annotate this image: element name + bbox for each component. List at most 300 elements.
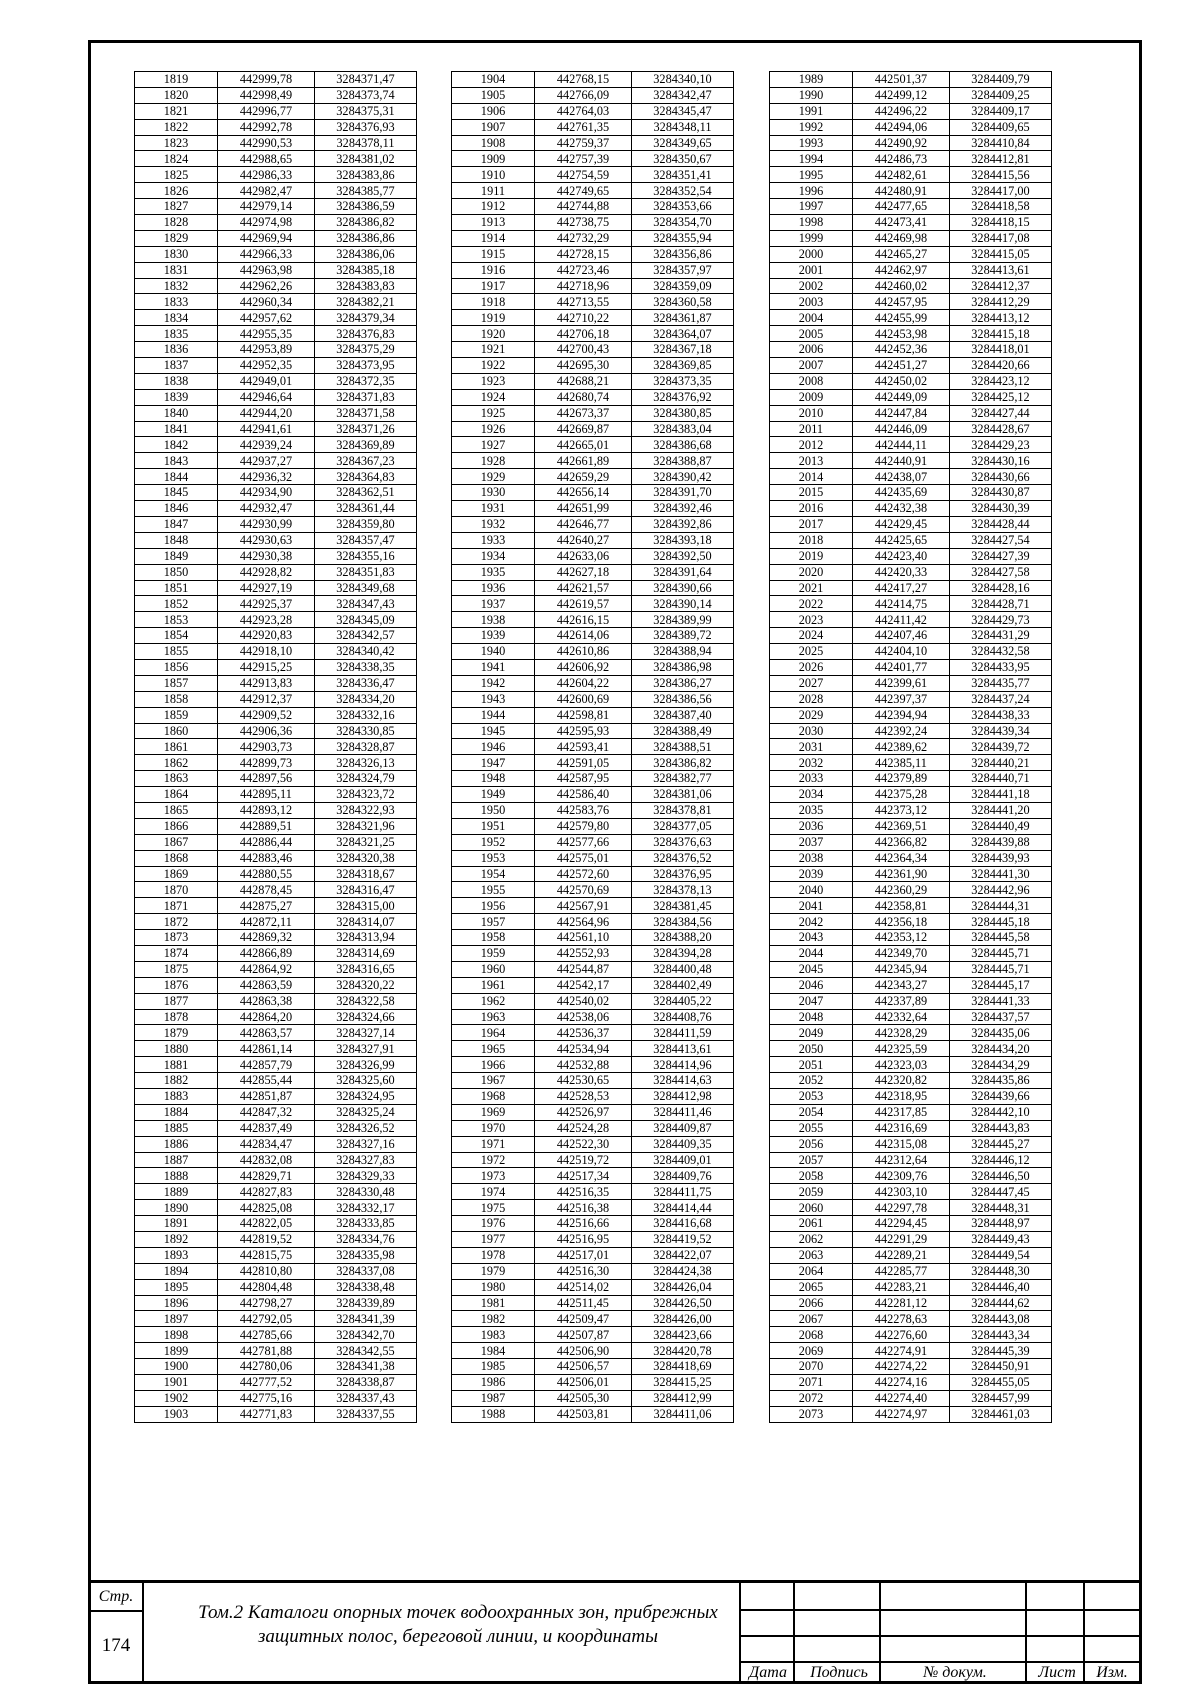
x-coordinate: 442822,05: [218, 1216, 315, 1232]
point-number: 1877: [135, 993, 218, 1009]
y-coordinate: 3284415,25: [632, 1375, 734, 1391]
y-coordinate: 3284336,47: [315, 675, 417, 691]
table-row: [770, 1200, 1052, 1216]
y-coordinate: 3284386,82: [315, 215, 417, 231]
table-row: [770, 501, 1052, 517]
table-row: [770, 135, 1052, 151]
y-coordinate: 3284351,83: [315, 564, 417, 580]
table-row: [452, 834, 734, 850]
x-coordinate: 442815,75: [218, 1247, 315, 1263]
table-row: [135, 1390, 417, 1406]
y-coordinate: 3284376,63: [632, 834, 734, 850]
point-number: 1938: [452, 612, 535, 628]
point-number: 1968: [452, 1089, 535, 1105]
y-coordinate: 3284412,98: [632, 1089, 734, 1105]
y-coordinate: 3284443,83: [950, 1120, 1052, 1136]
y-coordinate: 3284437,24: [950, 691, 1052, 707]
y-coordinate: 3284324,79: [315, 771, 417, 787]
y-coordinate: 3284359,09: [632, 278, 734, 294]
table-row: [770, 1311, 1052, 1327]
table-row: [135, 993, 417, 1009]
y-coordinate: 3284388,20: [632, 930, 734, 946]
y-coordinate: 3284325,60: [315, 1073, 417, 1089]
y-coordinate: 3284359,80: [315, 516, 417, 532]
table-row: [770, 373, 1052, 389]
x-coordinate: 442591,05: [535, 755, 632, 771]
table-row: [452, 1216, 734, 1232]
table-row: [135, 802, 417, 818]
x-coordinate: 442501,37: [853, 72, 950, 88]
table-row: [135, 866, 417, 882]
y-coordinate: 3284422,07: [632, 1247, 734, 1263]
x-coordinate: 442819,52: [218, 1232, 315, 1248]
point-number: 1988: [452, 1406, 535, 1422]
y-coordinate: 3284415,56: [950, 167, 1052, 183]
point-number: 1907: [452, 119, 535, 135]
point-number: 1917: [452, 278, 535, 294]
point-number: 1901: [135, 1375, 218, 1391]
y-coordinate: 3284327,16: [315, 1136, 417, 1152]
table-row: [452, 469, 734, 485]
point-number: 1928: [452, 453, 535, 469]
y-coordinate: 3284342,70: [315, 1327, 417, 1343]
point-number: 1911: [452, 183, 535, 199]
y-coordinate: 3284381,02: [315, 151, 417, 167]
y-coordinate: 3284443,34: [950, 1327, 1052, 1343]
point-number: 1853: [135, 612, 218, 628]
y-coordinate: 3284323,72: [315, 787, 417, 803]
x-coordinate: 442930,99: [218, 516, 315, 532]
table-row: [770, 802, 1052, 818]
x-coordinate: 442962,26: [218, 278, 315, 294]
table-row: [135, 850, 417, 866]
y-coordinate: 3284412,99: [632, 1390, 734, 1406]
x-coordinate: 442509,47: [535, 1311, 632, 1327]
point-number: 1976: [452, 1216, 535, 1232]
y-coordinate: 3284349,68: [315, 580, 417, 596]
point-number: 1955: [452, 882, 535, 898]
table-row: [770, 548, 1052, 564]
point-number: 1972: [452, 1152, 535, 1168]
point-number: 1844: [135, 469, 218, 485]
y-coordinate: 3284373,74: [315, 87, 417, 103]
table-row: [135, 945, 417, 961]
point-number: 1934: [452, 548, 535, 564]
table-row: [452, 342, 734, 358]
y-coordinate: 3284375,31: [315, 103, 417, 119]
x-coordinate: 442453,98: [853, 326, 950, 342]
point-number: 2067: [770, 1311, 853, 1327]
x-coordinate: 442759,37: [535, 135, 632, 151]
table-row: [452, 1295, 734, 1311]
point-number: 1923: [452, 373, 535, 389]
table-row: [770, 1120, 1052, 1136]
point-number: 1974: [452, 1184, 535, 1200]
y-coordinate: 3284437,57: [950, 1009, 1052, 1025]
table-row: [135, 215, 417, 231]
x-coordinate: 442577,66: [535, 834, 632, 850]
x-coordinate: 442999,78: [218, 72, 315, 88]
point-number: 1832: [135, 278, 218, 294]
table-row: [135, 437, 417, 453]
y-coordinate: 3284444,31: [950, 898, 1052, 914]
point-number: 2039: [770, 866, 853, 882]
point-number: 1942: [452, 675, 535, 691]
table-row: [135, 516, 417, 532]
y-coordinate: 3284446,40: [950, 1279, 1052, 1295]
point-number: 1992: [770, 119, 853, 135]
table-row: [135, 119, 417, 135]
x-coordinate: 442878,45: [218, 882, 315, 898]
point-number: 1984: [452, 1343, 535, 1359]
y-coordinate: 3284439,66: [950, 1089, 1052, 1105]
point-number: 2002: [770, 278, 853, 294]
point-number: 1874: [135, 945, 218, 961]
point-number: 2018: [770, 532, 853, 548]
x-coordinate: 442360,29: [853, 882, 950, 898]
point-number: 1991: [770, 103, 853, 119]
point-number: 2044: [770, 945, 853, 961]
x-coordinate: 442754,59: [535, 167, 632, 183]
point-number: 1951: [452, 818, 535, 834]
point-number: 1954: [452, 866, 535, 882]
point-number: 1937: [452, 596, 535, 612]
x-coordinate: 442281,12: [853, 1295, 950, 1311]
table-row: [770, 898, 1052, 914]
point-number: 2019: [770, 548, 853, 564]
table-row: [770, 183, 1052, 199]
table-row: [770, 469, 1052, 485]
y-coordinate: 3284378,11: [315, 135, 417, 151]
y-coordinate: 3284411,59: [632, 1025, 734, 1041]
y-coordinate: 3284347,43: [315, 596, 417, 612]
point-number: 1883: [135, 1089, 218, 1105]
point-number: 1834: [135, 310, 218, 326]
table-row: [770, 119, 1052, 135]
point-number: 1893: [135, 1247, 218, 1263]
y-coordinate: 3284383,83: [315, 278, 417, 294]
y-coordinate: 3284430,16: [950, 453, 1052, 469]
x-coordinate: 442337,89: [853, 993, 950, 1009]
x-coordinate: 442825,08: [218, 1200, 315, 1216]
point-number: 2062: [770, 1232, 853, 1248]
point-number: 2007: [770, 358, 853, 374]
y-coordinate: 3284315,00: [315, 898, 417, 914]
x-coordinate: 442579,80: [535, 818, 632, 834]
table-row: [770, 1375, 1052, 1391]
table-row: [452, 787, 734, 803]
table-row: [135, 1279, 417, 1295]
table-row: [135, 1089, 417, 1105]
point-number: 1962: [452, 993, 535, 1009]
table-row: [770, 294, 1052, 310]
y-coordinate: 3284321,96: [315, 818, 417, 834]
y-coordinate: 3284356,86: [632, 246, 734, 262]
table-row: [135, 103, 417, 119]
table-row: [135, 818, 417, 834]
point-number: 1845: [135, 485, 218, 501]
table-row: [770, 1184, 1052, 1200]
y-coordinate: 3284388,94: [632, 644, 734, 660]
x-coordinate: 442516,30: [535, 1263, 632, 1279]
y-coordinate: 3284376,52: [632, 850, 734, 866]
x-coordinate: 442886,44: [218, 834, 315, 850]
table-row: [135, 1009, 417, 1025]
y-coordinate: 3284378,81: [632, 802, 734, 818]
point-number: 1920: [452, 326, 535, 342]
y-coordinate: 3284361,44: [315, 501, 417, 517]
point-number: 2053: [770, 1089, 853, 1105]
point-number: 1982: [452, 1311, 535, 1327]
x-coordinate: 442536,37: [535, 1025, 632, 1041]
point-number: 1950: [452, 802, 535, 818]
x-coordinate: 442913,83: [218, 675, 315, 691]
y-coordinate: 3284373,95: [315, 358, 417, 374]
point-number: 1977: [452, 1232, 535, 1248]
x-coordinate: 442988,65: [218, 151, 315, 167]
y-coordinate: 3284364,07: [632, 326, 734, 342]
table-row: [452, 1343, 734, 1359]
y-coordinate: 3284385,77: [315, 183, 417, 199]
y-coordinate: 3284329,33: [315, 1168, 417, 1184]
y-coordinate: 3284414,96: [632, 1057, 734, 1073]
table-row: [135, 580, 417, 596]
point-number: 1866: [135, 818, 218, 834]
table-row: [452, 1200, 734, 1216]
table-row: [452, 215, 734, 231]
x-coordinate: 442343,27: [853, 977, 950, 993]
point-number: 1978: [452, 1247, 535, 1263]
x-coordinate: 442524,28: [535, 1120, 632, 1136]
x-coordinate: 442598,81: [535, 707, 632, 723]
y-coordinate: 3284388,51: [632, 739, 734, 755]
x-coordinate: 442486,73: [853, 151, 950, 167]
y-coordinate: 3284326,52: [315, 1120, 417, 1136]
point-number: 1945: [452, 723, 535, 739]
y-coordinate: 3284427,39: [950, 548, 1052, 564]
table-row: [135, 675, 417, 691]
table-row: [770, 87, 1052, 103]
x-coordinate: 442864,20: [218, 1009, 315, 1025]
y-coordinate: 3284414,44: [632, 1200, 734, 1216]
y-coordinate: 3284445,27: [950, 1136, 1052, 1152]
x-coordinate: 442781,88: [218, 1343, 315, 1359]
table-row: [770, 628, 1052, 644]
point-number: 1967: [452, 1073, 535, 1089]
date-label: Дата: [749, 1664, 787, 1681]
point-number: 2045: [770, 961, 853, 977]
point-number: 1904: [452, 72, 535, 88]
table-row: [770, 199, 1052, 215]
y-coordinate: 3284420,78: [632, 1343, 734, 1359]
y-coordinate: 3284318,67: [315, 866, 417, 882]
y-coordinate: 3284392,50: [632, 548, 734, 564]
point-number: 2066: [770, 1295, 853, 1311]
table-row: [770, 1073, 1052, 1089]
x-coordinate: 442552,93: [535, 945, 632, 961]
x-coordinate: 442640,27: [535, 532, 632, 548]
table-row: [135, 723, 417, 739]
point-number: 1915: [452, 246, 535, 262]
y-coordinate: 3284409,17: [950, 103, 1052, 119]
table-row: [135, 691, 417, 707]
table-row: [452, 945, 734, 961]
y-coordinate: 3284435,77: [950, 675, 1052, 691]
y-coordinate: 3284320,22: [315, 977, 417, 993]
x-coordinate: 442604,22: [535, 675, 632, 691]
x-coordinate: 442506,57: [535, 1359, 632, 1375]
x-coordinate: 442706,18: [535, 326, 632, 342]
x-coordinate: 442903,73: [218, 739, 315, 755]
y-coordinate: 3284427,58: [950, 564, 1052, 580]
y-coordinate: 3284405,22: [632, 993, 734, 1009]
x-coordinate: 442918,10: [218, 644, 315, 660]
point-number: 1899: [135, 1343, 218, 1359]
point-number: 2055: [770, 1120, 853, 1136]
x-coordinate: 442937,27: [218, 453, 315, 469]
x-coordinate: 442912,37: [218, 691, 315, 707]
table-row: [770, 516, 1052, 532]
y-coordinate: 3284326,99: [315, 1057, 417, 1073]
page-label: Стр.: [98, 1588, 134, 1605]
table-row: [135, 167, 417, 183]
x-coordinate: 442829,71: [218, 1168, 315, 1184]
x-coordinate: 442936,32: [218, 469, 315, 485]
y-coordinate: 3284386,59: [315, 199, 417, 215]
x-coordinate: 442930,38: [218, 548, 315, 564]
x-coordinate: 442373,12: [853, 802, 950, 818]
point-number: 2038: [770, 850, 853, 866]
x-coordinate: 442723,46: [535, 262, 632, 278]
table-row: [770, 914, 1052, 930]
point-number: 2036: [770, 818, 853, 834]
table-row: [452, 723, 734, 739]
x-coordinate: 442575,01: [535, 850, 632, 866]
x-coordinate: 442318,95: [853, 1089, 950, 1105]
point-number: 1895: [135, 1279, 218, 1295]
x-coordinate: 442469,98: [853, 230, 950, 246]
point-number: 2031: [770, 739, 853, 755]
table-row: [452, 167, 734, 183]
y-coordinate: 3284341,39: [315, 1311, 417, 1327]
point-number: 1846: [135, 501, 218, 517]
table-row: [452, 1263, 734, 1279]
x-coordinate: 442761,35: [535, 119, 632, 135]
y-coordinate: 3284360,58: [632, 294, 734, 310]
y-coordinate: 3284371,83: [315, 389, 417, 405]
table-row: [770, 1295, 1052, 1311]
y-coordinate: 3284352,54: [632, 183, 734, 199]
point-number: 2006: [770, 342, 853, 358]
x-coordinate: 442457,95: [853, 294, 950, 310]
y-coordinate: 3284414,63: [632, 1073, 734, 1089]
y-coordinate: 3284433,95: [950, 659, 1052, 675]
point-number: 1840: [135, 405, 218, 421]
point-number: 2058: [770, 1168, 853, 1184]
table-row: [135, 1343, 417, 1359]
point-number: 1961: [452, 977, 535, 993]
y-coordinate: 3284351,41: [632, 167, 734, 183]
point-number: 2003: [770, 294, 853, 310]
x-coordinate: 442411,42: [853, 612, 950, 628]
table-row: [452, 802, 734, 818]
table-row: [770, 1136, 1052, 1152]
x-coordinate: 442775,16: [218, 1390, 315, 1406]
x-coordinate: 442401,77: [853, 659, 950, 675]
point-number: 2032: [770, 755, 853, 771]
y-coordinate: 3284348,11: [632, 119, 734, 135]
table-row: [770, 230, 1052, 246]
coordinates-table-3: [769, 71, 1052, 1423]
x-coordinate: 442516,95: [535, 1232, 632, 1248]
y-coordinate: 3284439,88: [950, 834, 1052, 850]
x-coordinate: 442328,29: [853, 1025, 950, 1041]
table-row: [452, 866, 734, 882]
point-number: 2034: [770, 787, 853, 803]
table-row: [135, 326, 417, 342]
x-coordinate: 442992,78: [218, 119, 315, 135]
table-row: [135, 1041, 417, 1057]
x-coordinate: 442957,62: [218, 310, 315, 326]
x-coordinate: 442325,59: [853, 1041, 950, 1057]
point-number: 1861: [135, 739, 218, 755]
x-coordinate: 442627,18: [535, 564, 632, 580]
table-row: [135, 898, 417, 914]
y-coordinate: 3284441,33: [950, 993, 1052, 1009]
table-row: [135, 230, 417, 246]
y-coordinate: 3284418,69: [632, 1359, 734, 1375]
x-coordinate: 442522,30: [535, 1136, 632, 1152]
x-coordinate: 442516,66: [535, 1216, 632, 1232]
table-row: [452, 644, 734, 660]
table-row: [135, 1311, 417, 1327]
y-coordinate: 3284367,23: [315, 453, 417, 469]
point-number: 1848: [135, 532, 218, 548]
y-coordinate: 3284372,35: [315, 373, 417, 389]
y-coordinate: 3284337,08: [315, 1263, 417, 1279]
x-coordinate: 442358,81: [853, 898, 950, 914]
x-coordinate: 442505,30: [535, 1390, 632, 1406]
x-coordinate: 442423,40: [853, 548, 950, 564]
y-coordinate: 3284446,50: [950, 1168, 1052, 1184]
table-row: [135, 882, 417, 898]
table-row: [135, 1375, 417, 1391]
x-coordinate: 442909,52: [218, 707, 315, 723]
point-number: 2027: [770, 675, 853, 691]
x-coordinate: 442600,69: [535, 691, 632, 707]
table-row: [135, 135, 417, 151]
point-number: 2073: [770, 1406, 853, 1422]
table-row: [135, 199, 417, 215]
y-coordinate: 3284371,58: [315, 405, 417, 421]
point-number: 1944: [452, 707, 535, 723]
x-coordinate: 442499,12: [853, 87, 950, 103]
x-coordinate: 442274,40: [853, 1390, 950, 1406]
x-coordinate: 442875,27: [218, 898, 315, 914]
point-number: 2057: [770, 1152, 853, 1168]
x-coordinate: 442616,15: [535, 612, 632, 628]
x-coordinate: 442449,09: [853, 389, 950, 405]
point-number: 1931: [452, 501, 535, 517]
table-row: [452, 199, 734, 215]
x-coordinate: 442534,94: [535, 1041, 632, 1057]
y-coordinate: 3284443,08: [950, 1311, 1052, 1327]
table-row: [452, 151, 734, 167]
point-number: 1906: [452, 103, 535, 119]
y-coordinate: 3284367,18: [632, 342, 734, 358]
y-coordinate: 3284439,34: [950, 723, 1052, 739]
y-coordinate: 3284426,00: [632, 1311, 734, 1327]
